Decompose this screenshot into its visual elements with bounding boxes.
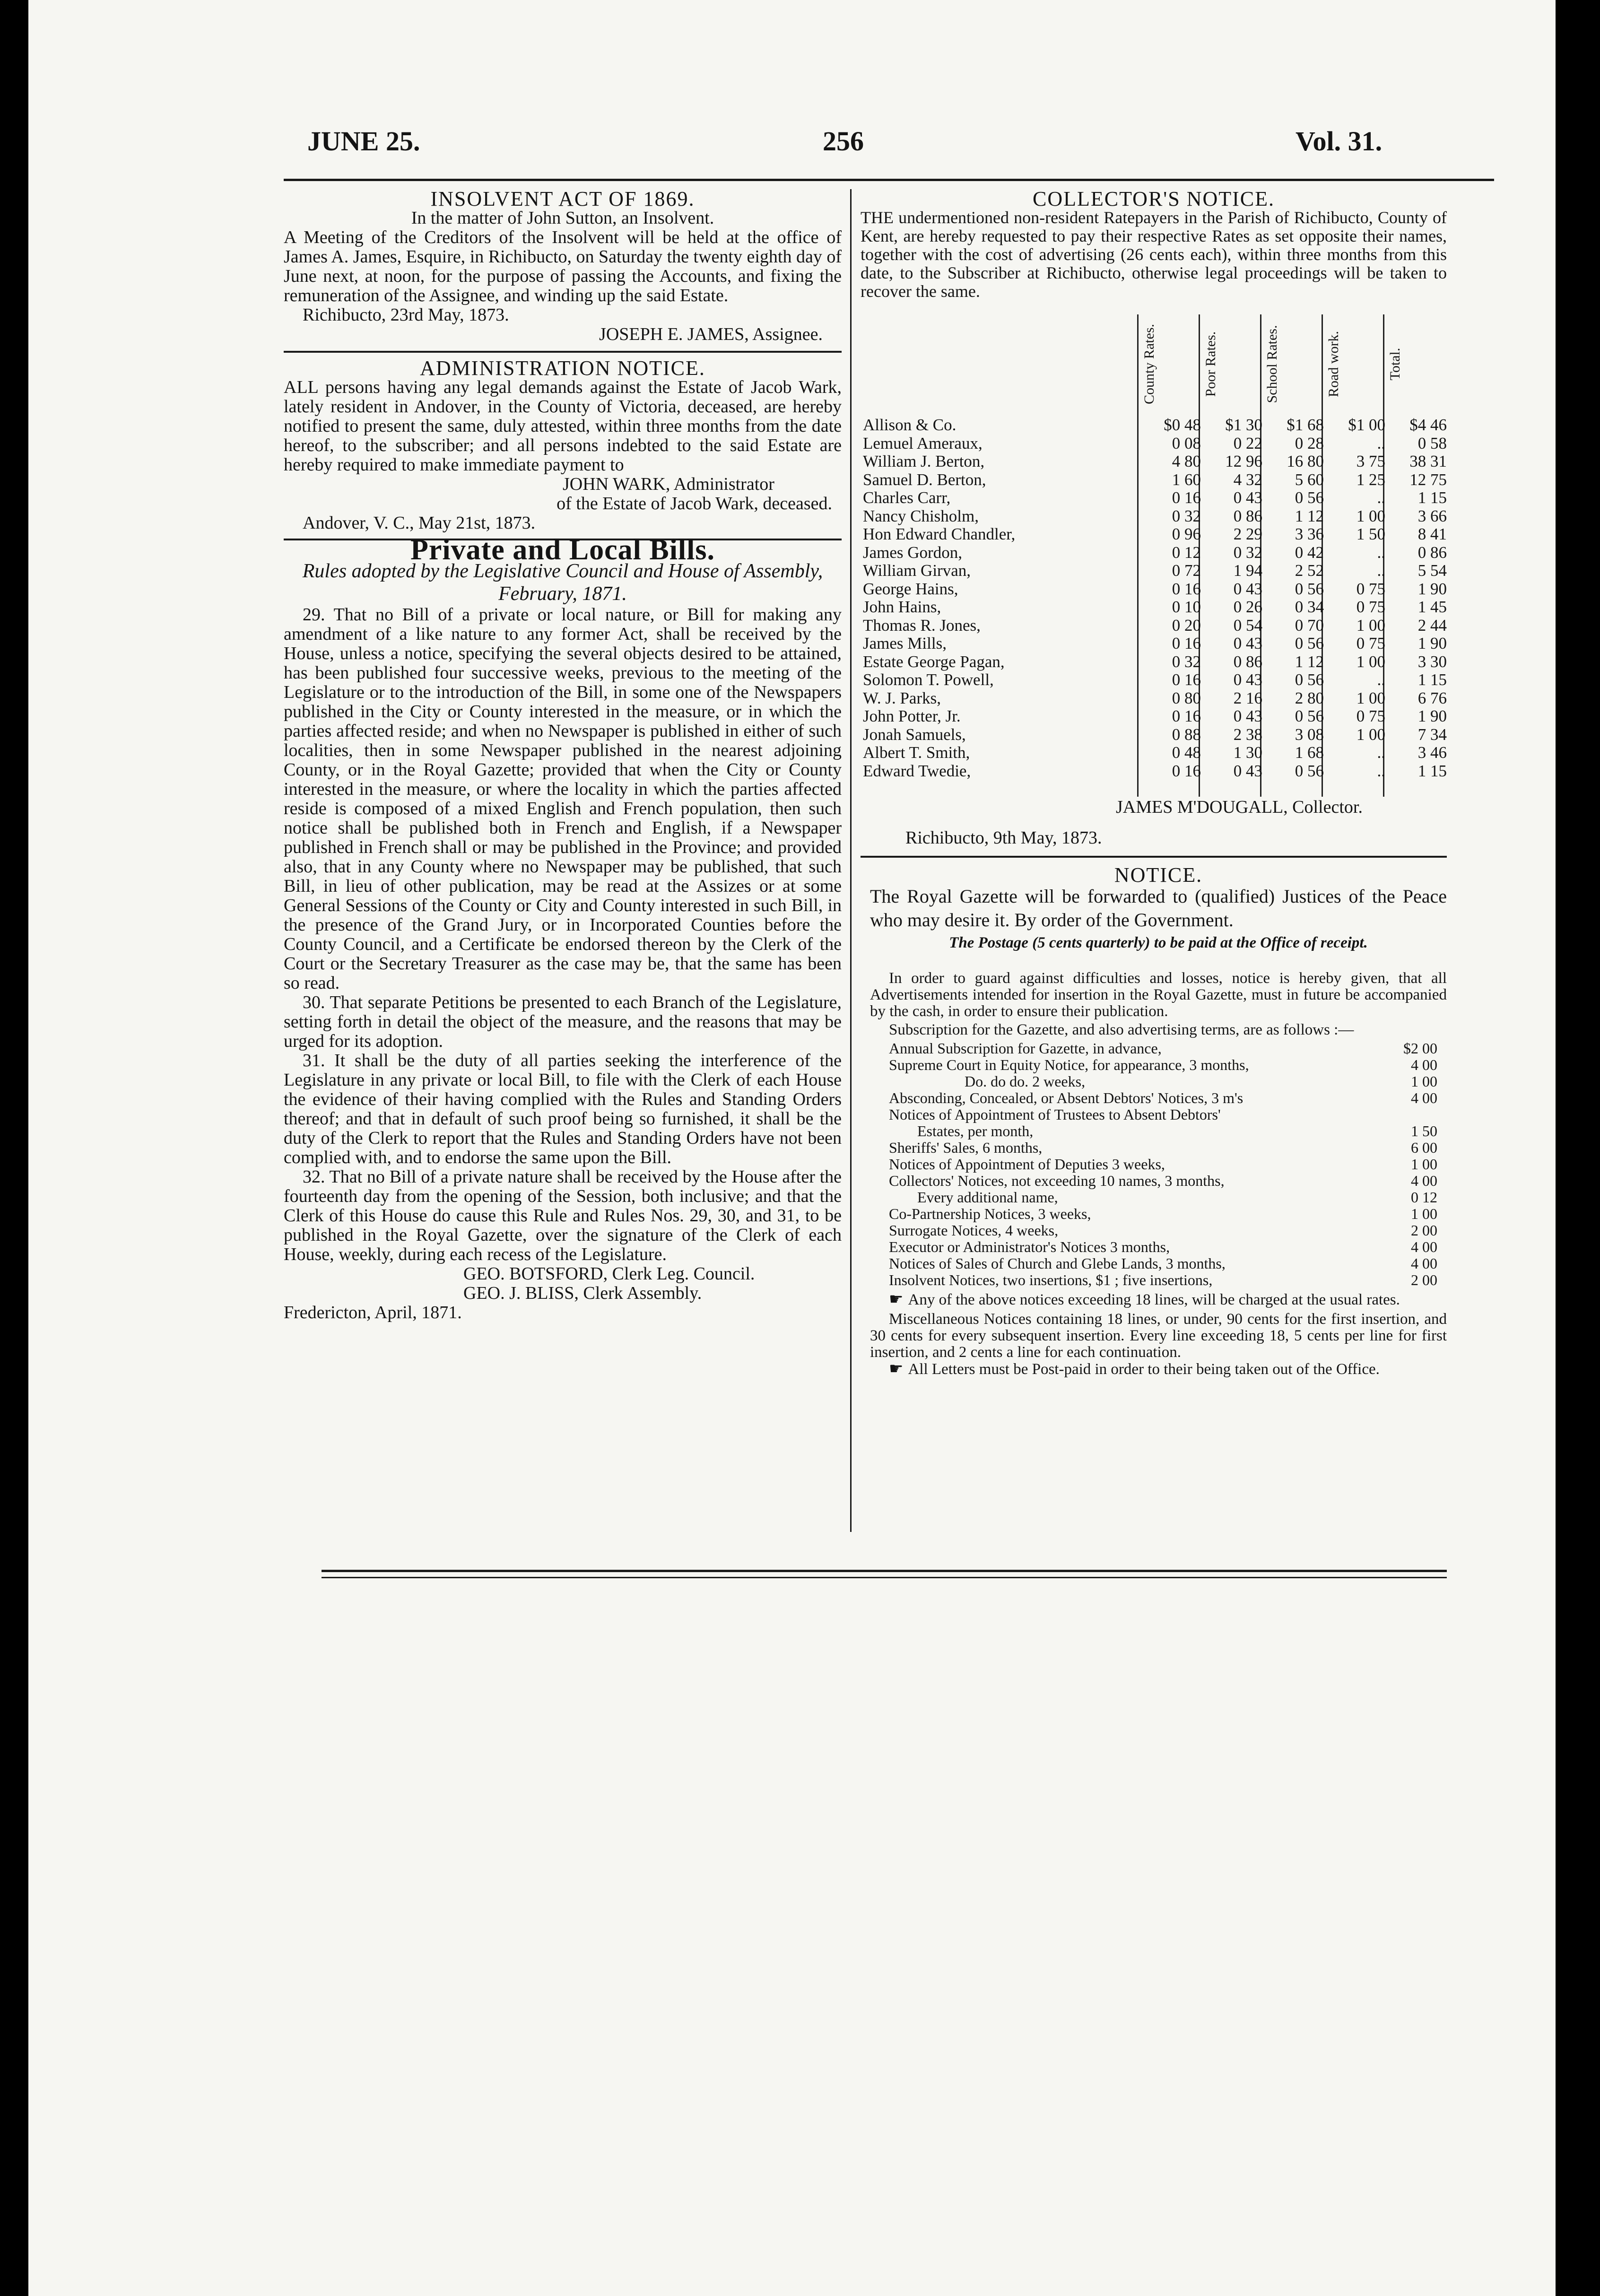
rate-poor: 0 43 xyxy=(1233,707,1262,725)
rate-school: 1 68 xyxy=(1295,743,1324,762)
rate-county: 0 48 xyxy=(1172,743,1201,762)
rate-county: 0 72 xyxy=(1172,561,1201,580)
table-row xyxy=(863,670,1447,689)
rate-road: $1 00 xyxy=(1348,416,1385,434)
fee-amount: 4 00 xyxy=(1411,1238,1437,1255)
table-row xyxy=(863,616,1447,635)
rate-county: 0 16 xyxy=(1172,761,1201,780)
fee-amount: 0 12 xyxy=(1411,1189,1437,1206)
notice-subscription-intro: Subscription for the Gazette, and also advertising terms, are as follows :— xyxy=(889,1021,1354,1038)
notice-misc: Miscellaneous Notices containing 18 lines, or under, 90 cents for the first insertion, and 30 cents for every subsequent insertion. Every line exceeding 18, 5 cents per line for first insertion, and 2 cents a line for each continuation. xyxy=(870,1311,1447,1361)
ratepayer-name: Charles Carr, xyxy=(863,488,951,507)
rate-school: 0 42 xyxy=(1295,543,1324,562)
administration-place-date: Andover, V. C., May 21st, 1873. xyxy=(303,513,536,533)
column-header-road: Road work. xyxy=(1326,331,1341,397)
ratepayer-name: Lemuel Ameraux, xyxy=(863,434,983,452)
rate-total: 0 86 xyxy=(1417,543,1447,562)
left-column xyxy=(284,189,842,1322)
bills-place-date: Fredericton, April, 1871. xyxy=(284,1303,462,1322)
fee-label: Annual Subscription for Gazette, in advance, xyxy=(889,1040,1162,1057)
ratepayer-name: John Hains, xyxy=(863,598,941,616)
ratepayer-name: W. J. Parks, xyxy=(863,688,941,707)
ratepayer-name: William J. Berton, xyxy=(863,452,985,470)
rate-school: 0 34 xyxy=(1295,598,1324,616)
rate-school: 0 56 xyxy=(1295,761,1324,780)
rate-total: 3 66 xyxy=(1417,506,1447,525)
administration-signature-1: JOHN WARK, Administrator xyxy=(563,474,774,494)
ratepayer-name: Nancy Chisholm, xyxy=(863,506,979,525)
fee-row xyxy=(870,1222,1447,1239)
rate-road: .. xyxy=(1377,434,1385,452)
insolvent-title: INSOLVENT ACT OF 1869. xyxy=(430,187,695,210)
rate-poor: 2 38 xyxy=(1233,725,1262,744)
rate-poor: 0 43 xyxy=(1233,761,1262,780)
fee-label: Supreme Court in Equity Notice, for appearance, 3 months, xyxy=(889,1056,1249,1073)
table-row xyxy=(863,579,1447,598)
rate-county: 0 12 xyxy=(1172,543,1201,562)
pointing-hand-icon: ☛ xyxy=(889,1291,904,1308)
ratepayer-name: John Potter, Jr. xyxy=(863,707,961,725)
rate-school: 5 60 xyxy=(1295,470,1324,489)
rate-road: 3 75 xyxy=(1356,452,1385,470)
table-row xyxy=(863,707,1447,725)
rate-total: 1 15 xyxy=(1417,761,1447,780)
fee-row xyxy=(870,1123,1447,1139)
administration-title: ADMINISTRATION NOTICE. xyxy=(420,357,705,380)
rate-poor: 4 32 xyxy=(1233,470,1262,489)
insolvent-body: A Meeting of the Creditors of the Insolvent will be held at the office of James A. James, Esquire, in Richibucto, on Saturday the twenty eighth day of June next, at noon, for the purpose of passing the Accounts, and fixing the remuneration of the Assignee, and winding up the said Estate. xyxy=(284,227,842,305)
page-number: 256 xyxy=(823,126,864,157)
rate-road: .. xyxy=(1377,561,1385,580)
fee-amount: 4 00 xyxy=(1411,1172,1437,1189)
rate-total: 8 41 xyxy=(1417,525,1447,543)
notice-body: The Royal Gazette will be forwarded to (qualified) Justices of the Peace who may desire it. By order of the Government. xyxy=(870,886,1447,931)
fee-label: Collectors' Notices, not exceeding 10 names, 3 months, xyxy=(889,1172,1225,1189)
fee-label: Notices of Appointment of Deputies 3 weeks, xyxy=(889,1156,1165,1173)
fee-label: Executor or Administrator's Notices 3 months, xyxy=(889,1238,1170,1255)
fee-row xyxy=(870,1189,1447,1206)
table-row xyxy=(863,506,1447,525)
rate-road: 0 75 xyxy=(1356,579,1385,598)
rate-total: 1 15 xyxy=(1417,488,1447,507)
rate-county: 0 08 xyxy=(1172,434,1201,452)
ratepayer-name: William Girvan, xyxy=(863,561,971,580)
rate-total: 6 76 xyxy=(1417,688,1447,707)
table-row xyxy=(863,634,1447,652)
rate-road: 1 00 xyxy=(1356,652,1385,671)
rate-total: 12 75 xyxy=(1409,470,1447,489)
insolvent-signature: JOSEPH E. JAMES, Assignee. xyxy=(599,324,823,344)
rate-total: 1 90 xyxy=(1417,579,1447,598)
notice-title: NOTICE. xyxy=(1114,863,1203,887)
ratepayer-name: James Gordon, xyxy=(863,543,962,562)
rate-school: 0 56 xyxy=(1295,634,1324,652)
rate-poor: 0 43 xyxy=(1233,579,1262,598)
fee-amount: 2 00 xyxy=(1411,1271,1437,1288)
fee-amount: 2 00 xyxy=(1411,1222,1437,1239)
rate-total: 7 34 xyxy=(1417,725,1447,744)
rate-school: 0 56 xyxy=(1295,670,1324,689)
table-row xyxy=(863,598,1447,616)
rate-total: 38 31 xyxy=(1409,452,1447,470)
table-row xyxy=(863,743,1447,762)
rate-poor: 1 30 xyxy=(1233,743,1262,762)
rate-county: 0 32 xyxy=(1172,652,1201,671)
rate-county: 0 16 xyxy=(1172,579,1201,598)
rate-school: 1 12 xyxy=(1295,652,1324,671)
table-row xyxy=(863,434,1447,452)
table-row xyxy=(863,561,1447,580)
rate-total: 0 58 xyxy=(1417,434,1447,452)
ratepayer-name: Estate George Pagan, xyxy=(863,652,1005,671)
rate-poor: 0 43 xyxy=(1233,634,1262,652)
fee-row xyxy=(870,1239,1447,1255)
fee-label: Every additional name, xyxy=(917,1189,1058,1206)
rate-road: .. xyxy=(1377,743,1385,762)
fee-row xyxy=(870,1272,1447,1288)
rate-county: 0 16 xyxy=(1172,707,1201,725)
fee-row xyxy=(870,1139,1447,1156)
rate-school: 0 70 xyxy=(1295,616,1324,635)
rate-total: 1 45 xyxy=(1417,598,1447,616)
notice-excess: ☛ Any of the above notices exceeding 18 lines, will be charged at the usual rates. xyxy=(889,1291,1400,1308)
collector-signature: JAMES M'DOUGALL, Collector. xyxy=(1116,797,1363,817)
fee-row xyxy=(870,1173,1447,1189)
table-row xyxy=(863,543,1447,562)
newspaper-page xyxy=(28,0,1556,2296)
rate-school: 2 80 xyxy=(1295,688,1324,707)
fee-row xyxy=(870,1090,1447,1106)
rate-road: 1 00 xyxy=(1356,506,1385,525)
rate-road: 0 75 xyxy=(1356,707,1385,725)
rate-poor: 0 86 xyxy=(1233,652,1262,671)
pointing-hand-icon: ☛ xyxy=(889,1360,904,1378)
section-rule xyxy=(284,351,842,353)
fee-amount: 4 00 xyxy=(1411,1056,1437,1073)
rate-poor: 0 86 xyxy=(1233,506,1262,525)
rate-road: .. xyxy=(1377,543,1385,562)
ratepayer-name: Solomon T. Powell, xyxy=(863,670,994,689)
rate-school: 0 28 xyxy=(1295,434,1324,452)
fee-amount: 6 00 xyxy=(1411,1139,1437,1156)
column-header-school: School Rates. xyxy=(1264,325,1280,403)
fee-amount: 1 00 xyxy=(1411,1156,1437,1173)
fee-row xyxy=(870,1255,1447,1272)
volume-number: Vol. 31. xyxy=(1296,126,1383,157)
ratepayer-name: Albert T. Smith, xyxy=(863,743,970,762)
rate-school: 16 80 xyxy=(1287,452,1324,470)
bills-rule-32: 32. That no Bill of a private nature shall be received by the House after the fourteenth day from the opening of the Session, both inclusive; and that the Clerk of this House do cause this Rule and Rules Nos. 29, 30, and 31, to be published in the Royal Gazette, over the signature of the Clerk of each House, weekly, during each recess of the Legislature. xyxy=(284,1167,842,1264)
rate-county: 0 96 xyxy=(1172,525,1201,543)
insolvent-place-date: Richibucto, 23rd May, 1873. xyxy=(303,305,509,325)
rate-road: 1 25 xyxy=(1356,470,1385,489)
rate-school: $1 68 xyxy=(1287,416,1324,434)
rate-county: 1 60 xyxy=(1172,470,1201,489)
bills-rule-31: 31. It shall be the duty of all parties seeking the interference of the Legislature in any private or local Bill, to file with the Clerk of each House the evidence of their having complied with the Rules and Standing Orders thereof; and that in default of such proof being so furnished, it shall be the duty of the Clerk to report that the Rules and Standing Orders have not been complied with, and to endorse the same upon the Bill. xyxy=(284,1051,842,1167)
fee-amount: 1 00 xyxy=(1411,1205,1437,1222)
column-header-county: County Rates. xyxy=(1141,324,1157,404)
rate-poor: 0 54 xyxy=(1233,616,1262,635)
rate-total: 2 44 xyxy=(1417,616,1447,635)
fee-label: Do. do do. 2 weeks, xyxy=(965,1073,1086,1090)
notice-postage: The Postage (5 cents quarterly) to be paid at the Office of receipt. xyxy=(949,934,1368,951)
fee-amount: $2 00 xyxy=(1403,1040,1437,1057)
rate-poor: 1 94 xyxy=(1233,561,1262,580)
bills-rule-30: 30. That separate Petitions be presented to each Branch of the Legislature, setting forth in detail the object of the measure, and the reasons that may be urged for its adoption. xyxy=(284,992,842,1051)
fee-row xyxy=(870,1206,1447,1222)
rate-total: 1 90 xyxy=(1417,707,1447,725)
rate-total: 5 54 xyxy=(1417,561,1447,580)
gazette-notice xyxy=(870,865,1447,1378)
issue-date: JUNE 25. xyxy=(307,126,420,157)
notice-letters: ☛ All Letters must be Post-paid in order to their being taken out of the Office. xyxy=(889,1360,1380,1378)
rate-road: 1 50 xyxy=(1356,525,1385,543)
insolvent-subtitle: In the matter of John Sutton, an Insolvent. xyxy=(411,208,714,228)
fee-label: Insolvent Notices, two insertions, $1 ; five insertions, xyxy=(889,1271,1213,1288)
fee-label: Notices of Sales of Church and Glebe Lands, 3 months, xyxy=(889,1255,1226,1272)
table-row xyxy=(863,452,1447,470)
ratepayer-name: Thomas R. Jones, xyxy=(863,616,981,635)
rate-county: 0 20 xyxy=(1172,616,1201,635)
rate-road: 0 75 xyxy=(1356,634,1385,652)
ratepayer-name: Jonah Samuels, xyxy=(863,725,966,744)
rate-county: 0 16 xyxy=(1172,634,1201,652)
rate-county: 4 80 xyxy=(1172,452,1201,470)
rate-school: 1 12 xyxy=(1295,506,1324,525)
bills-rules-caption: Rules adopted by the Legislative Council and House of Assembly, February, 1871. xyxy=(302,560,823,605)
rate-total: 3 30 xyxy=(1417,652,1447,671)
rate-school: 0 56 xyxy=(1295,579,1324,598)
administration-signature-2: of the Estate of Jacob Wark, deceased. xyxy=(557,494,832,513)
rate-school: 3 36 xyxy=(1295,525,1324,543)
collector-place-date: Richibucto, 9th May, 1873. xyxy=(905,828,1102,848)
bills-rule-29: 29. That no Bill of a private or local nature, or Bill for making any amendment of a like nature to any former Act, shall be received by the House, unless a notice, specifying the several objects desired to be attained, has been published four successive weeks, previous to the meeting of the Legislature or to the introduction of the Bill, in some one of the Newspapers published in the City or County interested in the measure, or in which the parties affected reside; and when no Newspaper is published in either of such localities, then in some Newspaper published in the nearest adjoining County, or in the Royal Gazette; provided that when the City or County interested in the measure, or where the locality in which the parties affected reside is composed of a mixed English and French population, then such notice shall be published both in French and English, if a Newspaper published in French shall or may be published in the Province; and provided also, that in any County where no Newspaper may be published, that such Bill, in lieu of other publication, may be read at the Assizes or at some General Sessions of the County or City and County interested in such Bill, in the presence of the Grand Jury, or in Incorporated Counties before the County Council, and a Certificate be endorsed thereon by the Clerk of the Court or the Secretary Treasurer as the case may be, that the same has been so read. xyxy=(284,605,842,993)
rate-poor: 2 16 xyxy=(1233,688,1262,707)
rate-school: 0 56 xyxy=(1295,707,1324,725)
rate-poor: 2 29 xyxy=(1233,525,1262,543)
fee-row xyxy=(870,1057,1447,1073)
rate-school: 3 08 xyxy=(1295,725,1324,744)
collector-notice xyxy=(861,189,1447,301)
fee-amount: 1 00 xyxy=(1411,1073,1437,1090)
fee-label: Estates, per month, xyxy=(917,1122,1034,1139)
rate-county: 0 80 xyxy=(1172,688,1201,707)
fee-amount: 1 50 xyxy=(1411,1122,1437,1139)
table-row xyxy=(863,725,1447,744)
rate-road: 1 00 xyxy=(1356,616,1385,635)
rate-school: 2 52 xyxy=(1295,561,1324,580)
column-header-total: Total. xyxy=(1387,348,1403,381)
rate-poor: 0 32 xyxy=(1233,543,1262,562)
ratepayer-name: George Hains, xyxy=(863,579,958,598)
rate-road: .. xyxy=(1377,670,1385,689)
rate-total: $4 46 xyxy=(1409,416,1447,434)
rate-poor: 0 43 xyxy=(1233,670,1262,689)
rate-county: 0 32 xyxy=(1172,506,1201,525)
table-row xyxy=(863,652,1447,671)
rate-school: 0 56 xyxy=(1295,488,1324,507)
fee-label: Notices of Appointment of Trustees to Absent Debtors' xyxy=(889,1106,1221,1123)
administration-body: ALL persons having any legal demands against the Estate of Jacob Wark, lately resident in Andover, in the County of Victoria, deceased, are hereby notified to present the same, duly attested, within three months from the date hereof, to the subscriber; and all persons indebted to the said Estate are hereby required to make immediate payment to xyxy=(284,377,842,475)
rate-road: 0 75 xyxy=(1356,598,1385,616)
fee-row xyxy=(870,1073,1447,1090)
table-row xyxy=(863,488,1447,507)
fee-label: Co-Partnership Notices, 3 weeks, xyxy=(889,1205,1091,1222)
fee-label: Absconding, Concealed, or Absent Debtors' Notices, 3 m's xyxy=(889,1089,1243,1106)
bills-signature-council: GEO. BOTSFORD, Clerk Leg. Council. xyxy=(463,1264,755,1284)
table-row xyxy=(863,525,1447,543)
table-row xyxy=(863,761,1447,780)
table-row xyxy=(863,688,1447,707)
fee-amount: 4 00 xyxy=(1411,1255,1437,1272)
fee-row xyxy=(870,1156,1447,1173)
fee-label: Surrogate Notices, 4 weeks, xyxy=(889,1222,1059,1239)
rate-county: 0 16 xyxy=(1172,670,1201,689)
section-rule xyxy=(861,856,1447,858)
footer-rule xyxy=(322,1577,1447,1578)
ratepayer-name: Samuel D. Berton, xyxy=(863,470,986,489)
rate-poor: 0 43 xyxy=(1233,488,1262,507)
rate-poor: 0 22 xyxy=(1233,434,1262,452)
ratepayer-name: James Mills, xyxy=(863,634,947,652)
notice-guard: In order to guard against difficulties and losses, notice is hereby given, that all Advertisements intended for insertion in the Royal Gazette, must in future be accompanied by the cash, in order to ensure their publication. xyxy=(870,970,1447,1020)
rate-county: 0 88 xyxy=(1172,725,1201,744)
rate-road: .. xyxy=(1377,488,1385,507)
bills-title: Private and Local Bills. xyxy=(410,534,715,566)
rate-poor: 12 96 xyxy=(1225,452,1262,470)
fee-list xyxy=(870,1040,1447,1288)
rate-total: 3 46 xyxy=(1417,743,1447,762)
table-row xyxy=(863,416,1447,434)
column-divider xyxy=(850,189,852,1532)
header-rule xyxy=(284,179,1494,181)
fee-row xyxy=(870,1106,1447,1123)
rate-road: 1 00 xyxy=(1356,725,1385,744)
ratepayer-name: Edward Twedie, xyxy=(863,761,971,780)
rate-road: .. xyxy=(1377,761,1385,780)
footer-rule xyxy=(322,1570,1447,1572)
rate-total: 1 90 xyxy=(1417,634,1447,652)
collector-title: COLLECTOR'S NOTICE. xyxy=(1032,187,1275,210)
bills-signature-assembly: GEO. J. BLISS, Clerk Assembly. xyxy=(463,1283,702,1303)
rate-county: $0 48 xyxy=(1164,416,1201,434)
rate-road: 1 00 xyxy=(1356,688,1385,707)
rate-county: 0 10 xyxy=(1172,598,1201,616)
ratepayer-name: Allison & Co. xyxy=(863,416,957,434)
rate-poor: 0 26 xyxy=(1233,598,1262,616)
rate-county: 0 16 xyxy=(1172,488,1201,507)
column-header-poor: Poor Rates. xyxy=(1203,331,1218,397)
fee-row xyxy=(870,1040,1447,1057)
rate-total: 1 15 xyxy=(1417,670,1447,689)
collector-body: THE undermentioned non-resident Ratepayers in the Parish of Richibucto, County of Kent, are hereby requested to pay their respective Rates as set opposite their names, together with the cost of advertising (26 cents each), within three months from this date, to the Subscriber at Richibucto, otherwise legal proceedings will be taken to recover the same. xyxy=(861,208,1447,301)
fee-amount: 4 00 xyxy=(1411,1089,1437,1106)
fee-label: Sheriffs' Sales, 6 months, xyxy=(889,1139,1043,1156)
rates-table xyxy=(863,314,1449,820)
ratepayer-name: Hon Edward Chandler, xyxy=(863,525,1016,543)
table-row xyxy=(863,470,1447,489)
rate-poor: $1 30 xyxy=(1225,416,1262,434)
